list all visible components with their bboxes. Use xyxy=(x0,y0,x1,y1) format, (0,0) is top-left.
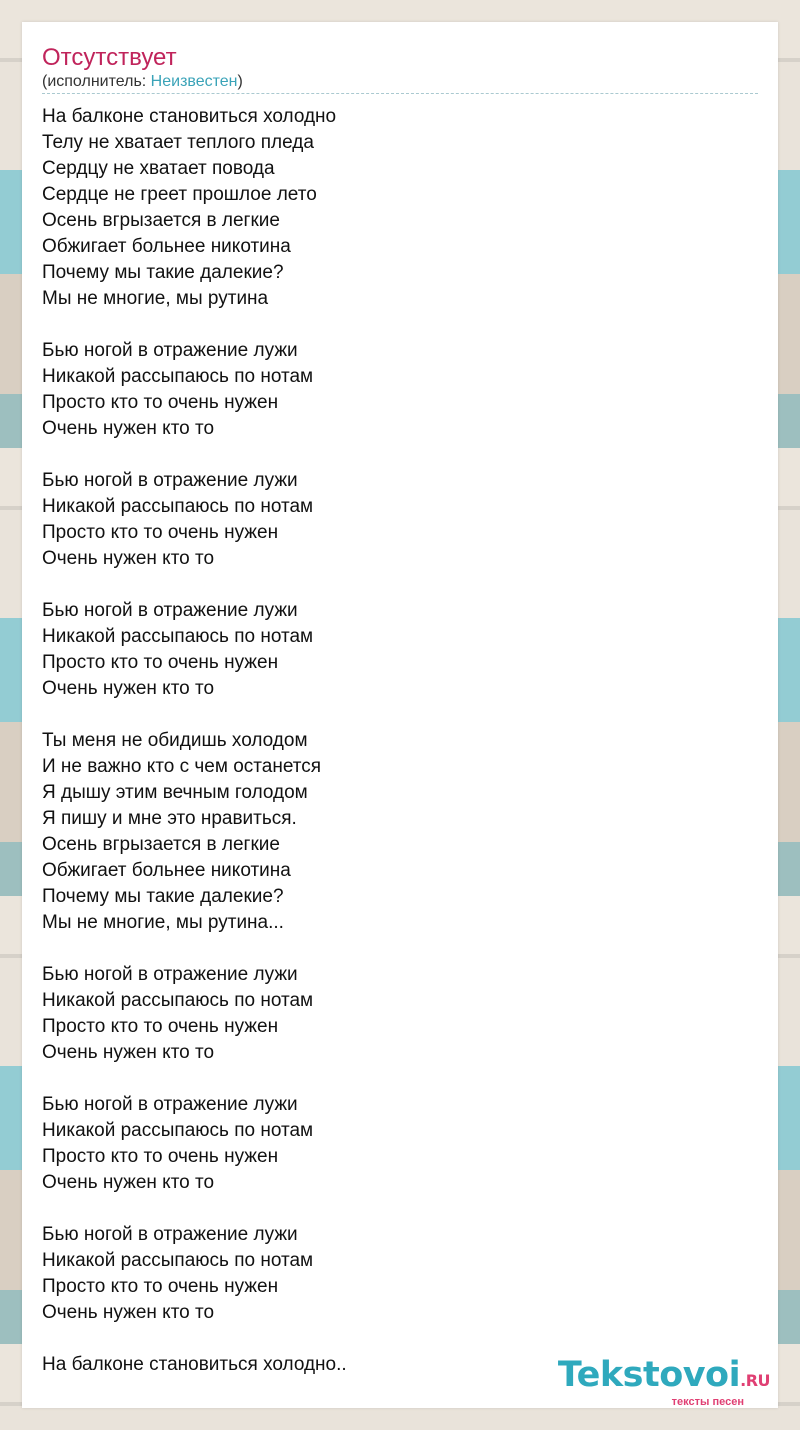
lyrics-line: Осень вгрызается в легкие xyxy=(42,210,280,231)
lyrics-stanza xyxy=(42,728,758,936)
lyrics-line: Очень нужен кто то xyxy=(42,1042,215,1063)
lyrics-line: Бью ногой в отражение лужи xyxy=(42,470,298,491)
lyrics-line: Ты меня не обидишь холодом xyxy=(42,730,308,751)
lyrics-card xyxy=(22,22,778,1408)
lyrics-line: Сердце не греет прошлое лето xyxy=(42,184,317,205)
lyrics-line: Бью ногой в отражение лужи xyxy=(42,340,298,361)
lyrics-line: Никакой рассыпаюсь по нотам xyxy=(42,496,314,517)
lyrics-line: Никакой рассыпаюсь по нотам xyxy=(42,990,314,1011)
lyrics-line: Бью ногой в отражение лужи xyxy=(42,1094,298,1115)
lyrics-line: Обжигает больнее никотина xyxy=(42,236,291,257)
lyrics-line: Просто кто то очень нужен xyxy=(42,1016,279,1037)
lyrics-line: Мы не многие, мы рутина... xyxy=(42,912,284,933)
lyrics-body xyxy=(42,104,758,1404)
lyrics-line: Я дышу этим вечным голодом xyxy=(42,782,308,803)
lyrics-line: Очень нужен кто то xyxy=(42,548,215,569)
lyrics-line: Обжигает больнее никотина xyxy=(42,860,291,881)
lyrics-stanza xyxy=(42,962,758,1066)
lyrics-stanza xyxy=(42,1092,758,1196)
artist-suffix: ) xyxy=(237,73,243,90)
lyrics-line: Никакой рассыпаюсь по нотам xyxy=(42,1120,314,1141)
lyrics-line: И не важно кто с чем останется xyxy=(42,756,322,777)
logo-name: Tekstovoi xyxy=(557,1355,741,1395)
lyrics-line: На балконе становиться холодно xyxy=(42,106,337,127)
lyrics-line: Просто кто то очень нужен xyxy=(42,1276,279,1297)
lyrics-line: Осень вгрызается в легкие xyxy=(42,834,280,855)
lyrics-line: Почему мы такие далекие? xyxy=(42,886,284,907)
lyrics-line: Бью ногой в отражение лужи xyxy=(42,1224,298,1245)
lyrics-line: Я пишу и мне это нравиться. xyxy=(42,808,297,829)
lyrics-stanza xyxy=(42,1222,758,1326)
lyrics-line: Просто кто то очень нужен xyxy=(42,522,279,543)
lyrics-stanza xyxy=(42,338,758,442)
lyrics-line: Бью ногой в отражение лужи xyxy=(42,964,298,985)
lyrics-line: Почему мы такие далекие? xyxy=(42,262,284,283)
lyrics-stanza xyxy=(42,598,758,702)
artist-prefix: (исполнитель: xyxy=(42,73,151,90)
lyrics-line: Очень нужен кто то xyxy=(42,1172,215,1193)
title-divider xyxy=(42,93,758,94)
lyrics-line: Просто кто то очень нужен xyxy=(42,652,279,673)
lyrics-line: Мы не многие, мы рутина xyxy=(42,288,269,309)
lyrics-stanza xyxy=(42,468,758,572)
logo-tagline: тексты песен xyxy=(671,1396,744,1408)
lyrics-line: На балконе становиться холодно.. xyxy=(42,1354,347,1375)
lyrics-line: Просто кто то очень нужен xyxy=(42,1146,279,1167)
lyrics-line: Просто кто то очень нужен xyxy=(42,392,279,413)
lyrics-line: Очень нужен кто то xyxy=(42,418,215,439)
lyrics-stanza xyxy=(42,104,758,312)
lyrics-line: Сердцу не хватает повода xyxy=(42,158,275,179)
lyrics-line: Телу не хватает теплого пледа xyxy=(42,132,314,153)
lyrics-line: Никакой рассыпаюсь по нотам xyxy=(42,626,314,647)
site-logo[interactable] xyxy=(558,1357,770,1408)
lyrics-line: Никакой рассыпаюсь по нотам xyxy=(42,1250,314,1271)
artist-link[interactable]: Неизвестен xyxy=(150,73,238,90)
lyrics-line: Бью ногой в отражение лужи xyxy=(42,600,298,621)
artist-line xyxy=(42,72,243,92)
lyrics-line: Очень нужен кто то xyxy=(42,1302,215,1323)
song-title: Отсутствует xyxy=(42,44,177,71)
logo-tld: .RU xyxy=(740,1371,770,1390)
lyrics-line: Никакой рассыпаюсь по нотам xyxy=(42,366,314,387)
lyrics-line: Очень нужен кто то xyxy=(42,678,215,699)
